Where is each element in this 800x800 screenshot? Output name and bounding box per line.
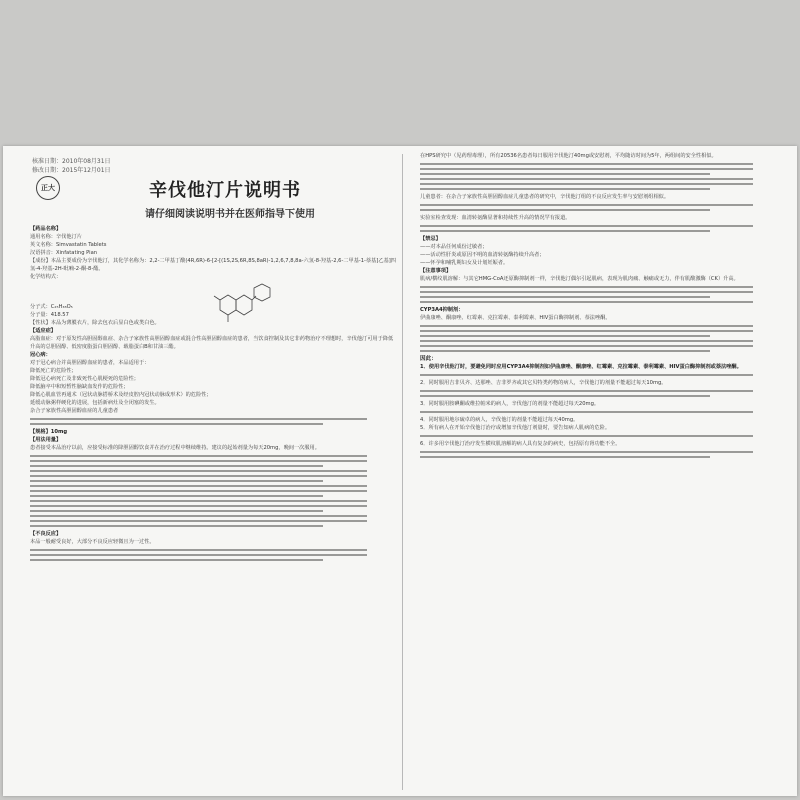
text-line-placeholder bbox=[420, 395, 710, 397]
text-line-placeholder bbox=[30, 423, 323, 425]
text-line-placeholder bbox=[420, 230, 710, 232]
text-line-placeholder bbox=[30, 418, 367, 420]
text-line-placeholder bbox=[30, 465, 323, 467]
molecular-weight: 分子量：418.57 bbox=[30, 312, 69, 318]
text-line-placeholder bbox=[420, 301, 753, 303]
company-logo-icon bbox=[36, 176, 60, 200]
chd-item-1: 对于冠心病合并高胆固醇血症的患者，本品适用于： bbox=[30, 360, 150, 366]
cyp-heading: CYP3A4抑制剂： bbox=[420, 307, 464, 313]
text-line-placeholder bbox=[420, 296, 710, 298]
note-item-6: 6．许多用辛伐他汀治疗发生横纹肌溶解的病人具有复杂的病史，包括原有肾功能不全。 bbox=[420, 441, 621, 447]
ingredients-text: 【成份】本品主要成份为辛伐他汀，其化学名称为：2,2-二甲基丁酸(4R,6R)-6-[2-[(1S,2S,6R,8S,8aR)-1,2,6,7,8,8a-六氢-8-羟基-2,6-二甲基-1-萘基]乙基]四氢-4-羟基-2H-吡喃-2-酮-8-酯。 bbox=[30, 258, 396, 272]
english-name: 英文名称：Simvastatin Tablets bbox=[30, 242, 107, 248]
chd-item-5: 降低心肌血管再通术（冠状动脉搭桥术及经皮腔内冠状动脉成形术）的危险性； bbox=[30, 392, 212, 398]
text-line-placeholder bbox=[420, 325, 753, 327]
text-line-placeholder bbox=[420, 456, 710, 458]
page-subtitle: 请仔细阅读说明书并在医师指导下使用 bbox=[145, 209, 315, 220]
text-line-placeholder bbox=[420, 188, 710, 190]
text-line-placeholder bbox=[420, 335, 710, 337]
revision-date: 修改日期：2015年12月01日 bbox=[32, 167, 111, 174]
text-line-placeholder bbox=[420, 183, 753, 185]
chd-item-6: 延缓动脉粥样硬化的进展，包括新病灶及全闭塞的发生。 bbox=[30, 400, 160, 406]
text-line-placeholder bbox=[30, 505, 367, 507]
text-line-placeholder bbox=[30, 549, 367, 551]
text-line-placeholder bbox=[30, 475, 367, 477]
note-item-4: 4．同时服用地尔硫卓的病人，辛伐他汀的剂量不能超过每天40mg。 bbox=[420, 417, 579, 423]
text-line-placeholder bbox=[420, 163, 753, 165]
text-line-placeholder bbox=[420, 209, 710, 211]
text-line-placeholder bbox=[420, 330, 753, 332]
text-line-placeholder bbox=[420, 350, 710, 352]
contraindications-heading: 【禁忌】 bbox=[420, 236, 441, 242]
chd-item-2: 降低死亡的危险性； bbox=[30, 368, 77, 374]
note-heading: 因此： bbox=[420, 356, 437, 362]
text-line-placeholder bbox=[30, 480, 323, 482]
text-line-placeholder bbox=[420, 345, 753, 347]
text-line-placeholder bbox=[30, 460, 367, 462]
lab-paragraph: 实验室检查发现：血清转氨酶显著和持续性升高的情况罕有报道。 bbox=[420, 215, 571, 221]
text-line-placeholder bbox=[30, 510, 323, 512]
pinyin-name: 汉语拼音：Xinfatating Pian bbox=[30, 250, 98, 256]
column-divider bbox=[402, 154, 403, 790]
drug-name-heading: 【药品名称】 bbox=[30, 226, 62, 232]
molecular-formula: 分子式：C₂₅H₃₈O₅ bbox=[30, 304, 73, 310]
text-line-placeholder bbox=[420, 451, 753, 453]
text-line-placeholder bbox=[30, 515, 367, 517]
hetero-heading: 杂合子家族性高胆固醇血症的儿童患者 bbox=[30, 408, 119, 414]
text-line-placeholder bbox=[420, 411, 753, 413]
left-column bbox=[30, 225, 396, 564]
hps-paragraph: 在HPS研究中（见药理毒理），所有20536名患者每日服用辛伐他汀40mg或安慰剂，平均随访时间为5年，两组间的安全性相似。 bbox=[420, 153, 717, 159]
text-line-placeholder bbox=[420, 168, 753, 170]
generic-name: 通用名称：辛伐他汀片 bbox=[30, 234, 82, 240]
text-line-placeholder bbox=[420, 390, 753, 392]
text-line-placeholder bbox=[420, 374, 753, 376]
chd-item-4: 降低脑卒中和短暂性脑缺血发作的危险性； bbox=[30, 384, 129, 390]
chd-item-3: 降低冠心病死亡及非致死性心肌梗死的危险性； bbox=[30, 376, 139, 382]
indications-text: 高脂血症：对于原发性高胆固醇血症、杂合子家族性高胆固醇血症或混合性高胆固醇血症的患者，当饮食控制及其它非药物治疗不理想时，辛伐他汀可用于降低升高的总胆固醇、低密度脂蛋白胆固醇、载脂蛋白B和甘油三酯。 bbox=[30, 336, 394, 350]
note-item-3: 3．同时服用胺碘酮或维拉帕米的病人，辛伐他汀的剂量不能超过每天20mg。 bbox=[420, 401, 600, 407]
text-line-placeholder bbox=[420, 291, 753, 293]
note-item-2: 2．同时服用吉非贝齐、达那唑、吉非罗齐或其它贝特类药物的病人，辛伐他汀的剂量不能超过每天10mg。 bbox=[420, 380, 667, 386]
usage-heading: 【用法用量】 bbox=[30, 437, 62, 443]
note-item-5: 5．所有病人在开始辛伐他汀治疗或增加辛伐他汀剂量时，要告知病人肌病的危险。 bbox=[420, 425, 611, 431]
text-line-placeholder bbox=[420, 286, 753, 288]
contraindication-2: ——活动性肝炎或原因不明的血清转氨酶持续升高者； bbox=[420, 252, 545, 258]
text-line-placeholder bbox=[420, 340, 753, 342]
text-line-placeholder bbox=[30, 490, 367, 492]
chemical-structure-icon bbox=[210, 282, 280, 326]
text-line-placeholder bbox=[420, 225, 753, 227]
text-line-placeholder bbox=[30, 495, 323, 497]
page-title: 辛伐他汀片说明书 bbox=[149, 180, 301, 201]
text-line-placeholder bbox=[30, 520, 367, 522]
precautions-heading: 【注意事项】 bbox=[420, 268, 452, 274]
adverse-text: 本品一般耐受良好，大部分不良反应轻微且为一过性。 bbox=[30, 539, 155, 545]
right-column bbox=[420, 152, 782, 461]
note-item-1: 1．使用辛伐他汀时，要避免同时应用CYP3A4抑制剂如伊曲康唑、酮康唑、红霉素、克拉霉素、泰利霉素、HIV蛋白酶抑制剂或萘法唑酮。 bbox=[420, 364, 742, 370]
contraindication-3: ——怀孕和哺乳期妇女及计划妊娠者。 bbox=[420, 260, 509, 266]
text-line-placeholder bbox=[30, 559, 323, 561]
cyp-text: 伊曲康唑、酮康唑、红霉素、克拉霉素、泰利霉素、HIV蛋白酶抑制剂、萘法唑酮。 bbox=[420, 315, 611, 321]
logo-text: 正大 bbox=[41, 184, 55, 192]
text-line-placeholder bbox=[30, 455, 367, 457]
structure-label: 化学结构式： bbox=[30, 274, 62, 280]
indications-heading: 【适应症】 bbox=[30, 328, 56, 334]
chd-heading: 冠心病： bbox=[30, 352, 51, 358]
precautions-text: 肌病/横纹肌溶解：与其它HMG-CoA还原酶抑制剂一样，辛伐他汀偶尔引起肌病，表现为肌肉痛、触痛或无力，伴有肌酸激酶（CK）升高。 bbox=[420, 276, 739, 282]
text-line-placeholder bbox=[420, 173, 710, 175]
adverse-heading: 【不良反应】 bbox=[30, 531, 62, 537]
text-line-placeholder bbox=[30, 500, 367, 502]
contraindication-1: ——对本品任何成份过敏者； bbox=[420, 244, 488, 250]
approval-date: 核准日期：2010年08月31日 bbox=[32, 158, 111, 165]
text-line-placeholder bbox=[420, 178, 753, 180]
text-line-placeholder bbox=[30, 485, 367, 487]
dosage-heading: 【规格】10mg bbox=[30, 429, 68, 435]
text-line-placeholder bbox=[30, 554, 367, 556]
text-line-placeholder bbox=[420, 435, 753, 437]
usage-text: 患者接受本品治疗以前，应接受标准的降胆固醇饮食并在治疗过程中继续维持。建议的起始剂量为每天20mg，晚间一次服用。 bbox=[30, 445, 320, 451]
dates-block bbox=[32, 157, 111, 175]
text-line-placeholder bbox=[30, 470, 367, 472]
pediatric-paragraph: 儿童患者：在杂合子家族性高胆固醇血症儿童患者的研究中，辛伐他汀组的不良反应发生率与安慰剂组相似。 bbox=[420, 194, 670, 200]
character-text: 【性状】本品为薄膜衣片，除去包衣后显白色或类白色。 bbox=[30, 320, 160, 326]
text-line-placeholder bbox=[30, 525, 323, 527]
text-line-placeholder bbox=[420, 204, 753, 206]
